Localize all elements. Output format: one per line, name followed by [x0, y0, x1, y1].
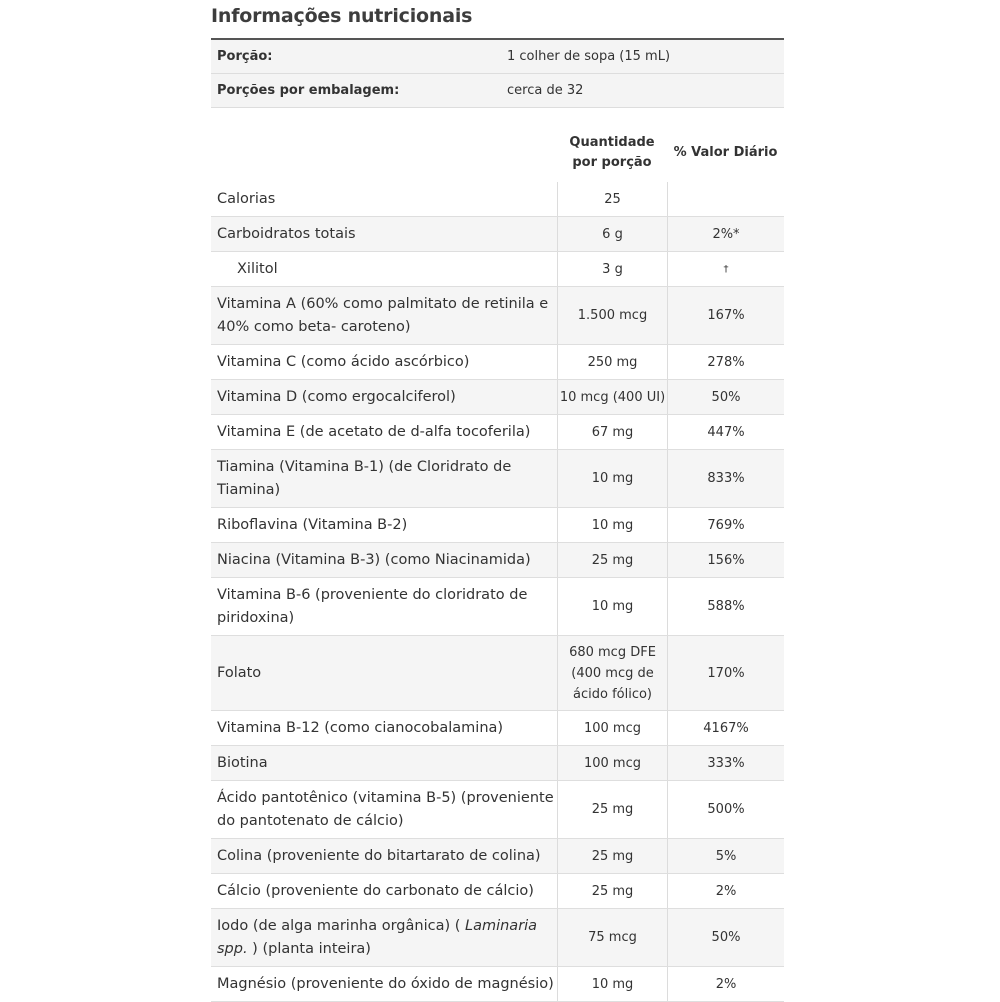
table-row [211, 450, 784, 508]
nutrient-name: Vitamina D (como ergocalciferol) [217, 388, 456, 405]
nutrient-name: Vitamina E (de acetato de d-alfa tocoferila) [217, 423, 531, 440]
nutrient-daily-value: 333% [667, 746, 784, 780]
table-row [211, 345, 784, 380]
nutrient-amount: 680 mcg DFE (400 mcg de ácido fólico) [557, 636, 667, 710]
nutrient-amount: 100 mcg [557, 746, 667, 780]
nutrient-daily-value: 50% [667, 909, 784, 966]
nutrient-name-part: Iodo (de alga marinha orgânica) ( [217, 917, 465, 934]
table-row [211, 543, 784, 578]
table-row [211, 508, 784, 543]
header-amount: Quantidade por porção [569, 135, 655, 170]
table-row [211, 380, 784, 415]
servings-per-package-value: cerca de 32 [507, 83, 584, 98]
table-row [211, 967, 784, 1002]
nutrient-daily-value: 588% [667, 578, 784, 635]
table-row [211, 252, 784, 287]
servings-per-package-row [211, 74, 784, 108]
page-title: Informações nutricionais [211, 5, 473, 27]
nutrient-daily-value: 769% [667, 508, 784, 542]
nutrient-name [211, 909, 557, 966]
nutrient-amount: 100 mcg [557, 711, 667, 745]
nutrient-daily-value: 170% [667, 636, 784, 710]
nutrient-daily-value: 278% [667, 345, 784, 379]
table-row [211, 415, 784, 450]
serving-size-row [211, 40, 784, 74]
nutrient-daily-value: 156% [667, 543, 784, 577]
nutrient-name: Niacina (Vitamina B-3) (como Niacinamida) [217, 551, 531, 568]
table-row [211, 909, 784, 967]
table-row [211, 636, 784, 711]
table-row [211, 874, 784, 909]
nutrient-amount: 67 mg [557, 415, 667, 449]
table-row [211, 578, 784, 636]
nutrient-amount: 25 mg [557, 781, 667, 838]
nutrient-amount: 1.500 mcg [557, 287, 667, 344]
nutrient-name-species: Laminaria spp. [217, 917, 538, 957]
nutrient-amount: 10 mg [557, 450, 667, 507]
nutrient-name: Cálcio (proveniente do carbonato de cálcio) [217, 882, 534, 899]
nutrient-daily-value: 167% [667, 287, 784, 344]
table-header [211, 127, 784, 184]
nutrient-amount: 10 mg [557, 578, 667, 635]
nutrient-amount: 250 mg [557, 345, 667, 379]
nutrient-amount: 25 [557, 182, 667, 216]
nutrient-name: Vitamina B-6 (proveniente do cloridrato de piridoxina) [217, 586, 528, 626]
table-row [211, 217, 784, 252]
nutrient-name: Colina (proveniente do bitartarato de colina) [217, 847, 541, 864]
table-row [211, 711, 784, 746]
nutrient-name: Ácido pantotênico (vitamina B-5) (proveniente do pantotenato de cálcio) [217, 789, 554, 829]
nutrient-daily-value: 2%* [667, 217, 784, 251]
nutrient-name: Vitamina A (60% como palmitato de retinila e 40% como beta- caroteno) [217, 295, 549, 335]
nutrient-daily-value: † [667, 252, 784, 286]
nutrient-name: Xilitol [237, 260, 278, 277]
nutrient-name: Folato [217, 664, 262, 681]
nutrient-daily-value: 500% [667, 781, 784, 838]
nutrient-name: Calorias [217, 190, 276, 207]
nutrient-name: Riboflavina (Vitamina B-2) [217, 516, 408, 533]
serving-size-value: 1 colher de sopa (15 mL) [507, 49, 671, 64]
header-name [211, 127, 557, 182]
nutrient-amount: 25 mg [557, 874, 667, 908]
table-row [211, 182, 784, 217]
serving-info [211, 38, 784, 108]
nutrient-name-part: ) (planta inteira) [247, 940, 371, 957]
table-row [211, 839, 784, 874]
nutrient-daily-value: 5% [667, 839, 784, 873]
header-daily-value: % Valor Diário [673, 145, 778, 160]
nutrient-amount: 75 mcg [557, 909, 667, 966]
nutrient-daily-value: 833% [667, 450, 784, 507]
nutrient-amount: 10 mg [557, 508, 667, 542]
table-row [211, 287, 784, 345]
nutrient-name: Magnésio (proveniente do óxido de magnésio) [217, 975, 554, 992]
nutrient-amount: 6 g [557, 217, 667, 251]
nutrient-name: Tiamina (Vitamina B-1) (de Cloridrato de Tiamina) [217, 458, 512, 498]
nutrient-amount: 25 mg [557, 543, 667, 577]
serving-size-label: Porção: [217, 49, 273, 64]
table-row [211, 746, 784, 781]
nutrient-daily-value: 4167% [667, 711, 784, 745]
nutrient-amount: 3 g [557, 252, 667, 286]
nutrient-amount: 10 mg [557, 967, 667, 1001]
nutrient-name: Biotina [217, 754, 268, 771]
nutrient-daily-value: 50% [667, 380, 784, 414]
nutrient-name: Vitamina B-12 (como cianocobalamina) [217, 719, 504, 736]
nutrient-amount: 25 mg [557, 839, 667, 873]
nutrient-name: Carboidratos totais [217, 225, 356, 242]
nutrient-table [211, 182, 784, 1002]
nutrient-daily-value: 2% [667, 967, 784, 1001]
nutrient-daily-value: 447% [667, 415, 784, 449]
nutrient-amount: 10 mcg (400 UI) [557, 380, 667, 414]
servings-per-package-label: Porções por embalagem: [217, 83, 400, 98]
table-row [211, 781, 784, 839]
nutrient-daily-value [667, 182, 784, 216]
nutrient-daily-value: 2% [667, 874, 784, 908]
nutrient-name: Vitamina C (como ácido ascórbico) [217, 353, 470, 370]
